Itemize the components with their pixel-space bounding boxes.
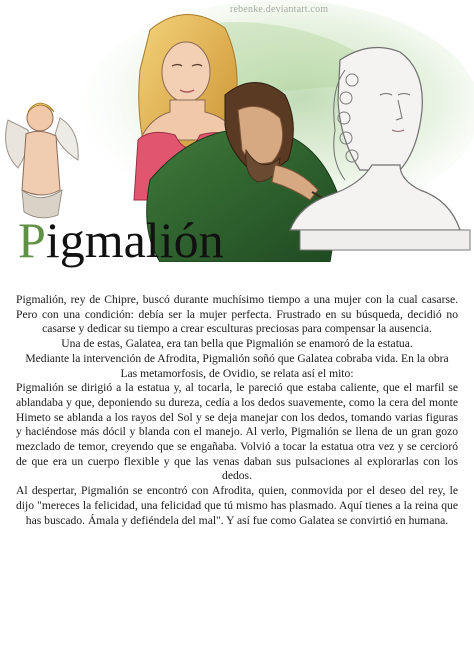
paragraph-2: Una de estas, Galatea, era tan bella que Pigmalión se enamoró de la estatua. (61, 337, 413, 351)
paragraph-3: Mediante la intervención de Afrodita, Pigmalión soñó que Galatea cobraba vida. En la obra Las metamorfosis, de Ovidio, se relata así el mito: (25, 351, 449, 380)
title-rest: igmalión (45, 212, 224, 268)
title-initial: P (18, 212, 46, 268)
page-title (18, 212, 224, 268)
paragraph-4: Pigmalión se dirigió a la estatua y, al tocarla, le pareció que estaba caliente, que el marfil se ablandaba y que, deponiendo su dureza, cedía a los dedos suavemente, como la cera del monte Himeto se ablanda a los rayos del Sol y se deja manejar con los dedos, tomando varias figuras y haciéndose más dócil y blanda con el manejo. Al verlo, Pigmalión se llena de un gran gozo mezclado de temor, creyendo que se engañaba. Volvió a tocar la estatua otra vez y se cercioró de que era un cuerpo flexible y que las venas daban sus pulsaciones al explorarlas con los dedos. (16, 381, 458, 483)
paragraph-5: Al despertar, Pigmalión se encontró con Afrodita, quien, conmovida por el deseo del rey, le dijo "mereces la felicidad, una felicidad que tú mismo has plasmado. Aquí tienes a la reina que has buscado. Ámala y defiéndela del mal". Y así fue como Galatea se convirtió en humana. (16, 484, 458, 527)
paragraph-1: Pigmalión, rey de Chipre, buscó durante muchísimo tiempo a una mujer con la cual casarse. Pero con una condición: debía ser la mujer perfecta. Frustrado en su búsqueda, decidió no casarse y dedicar su tiempo a crear esculturas preciosas para compensar la ausencia. (16, 293, 458, 336)
story-text (16, 293, 458, 528)
cherub-figure (6, 103, 79, 218)
